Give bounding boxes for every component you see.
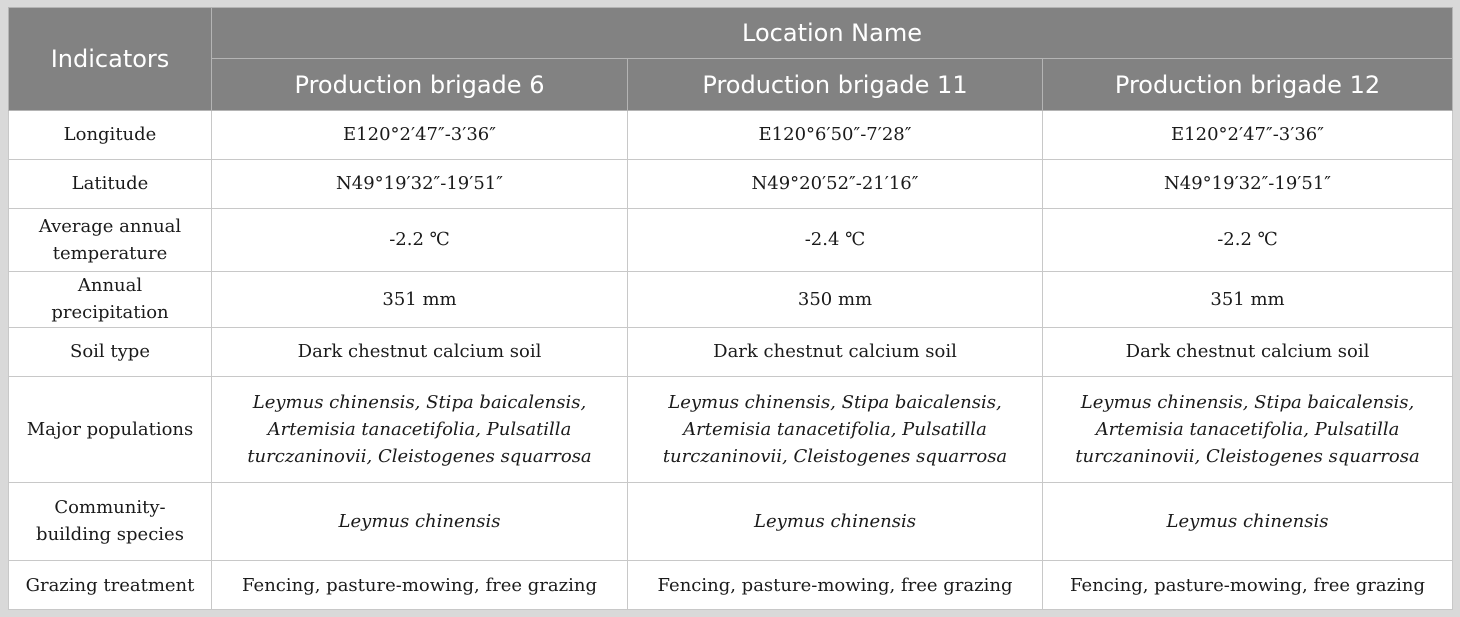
value-cell: N49°20′52″-21′16″ <box>628 159 1043 208</box>
location-name-header: Location Name <box>212 8 1453 59</box>
value-cell: Fencing, pasture-mowing, free grazing <box>628 561 1043 610</box>
value-cell: Dark chestnut calcium soil <box>1043 327 1453 376</box>
value-cell: E120°2′47″-3′36″ <box>1043 111 1453 160</box>
location-header-brigade-6: Production brigade 6 <box>212 59 628 111</box>
table-row <box>9 376 1453 482</box>
site-characteristics-table <box>8 7 1453 610</box>
value-cell: -2.4 ℃ <box>628 208 1043 271</box>
header-row-1 <box>9 8 1453 59</box>
indicator-cell: Major populations <box>9 376 212 482</box>
value-cell: Leymus chinensis, Stipa baicalensis, Artemisia tanacetifolia, Pulsatilla turczaninovii, Cleistogenes squarrosa <box>628 376 1043 482</box>
value-cell: Leymus chinensis <box>212 482 628 560</box>
value-cell: Dark chestnut calcium soil <box>628 327 1043 376</box>
table-row <box>9 482 1453 560</box>
indicator-cell: Latitude <box>9 159 212 208</box>
table-row <box>9 208 1453 271</box>
table-row <box>9 561 1453 610</box>
value-cell: Dark chestnut calcium soil <box>212 327 628 376</box>
indicator-cell: Longitude <box>9 111 212 160</box>
value-cell: Leymus chinensis <box>1043 482 1453 560</box>
value-cell: 350 mm <box>628 271 1043 327</box>
value-cell: E120°2′47″-3′36″ <box>212 111 628 160</box>
indicators-header: Indicators <box>9 8 212 111</box>
header-row-2 <box>9 59 1453 111</box>
table-row <box>9 327 1453 376</box>
value-cell: 351 mm <box>1043 271 1453 327</box>
value-cell: Fencing, pasture-mowing, free grazing <box>212 561 628 610</box>
table-row <box>9 111 1453 160</box>
indicator-cell: Grazing treatment <box>9 561 212 610</box>
location-header-brigade-11: Production brigade 11 <box>628 59 1043 111</box>
value-cell: N49°19′32″-19′51″ <box>1043 159 1453 208</box>
table-row <box>9 271 1453 327</box>
value-cell: N49°19′32″-19′51″ <box>212 159 628 208</box>
value-cell: Fencing, pasture-mowing, free grazing <box>1043 561 1453 610</box>
indicator-cell: Community-building species <box>9 482 212 560</box>
value-cell: Leymus chinensis, Stipa baicalensis, Artemisia tanacetifolia, Pulsatilla turczaninovii, Cleistogenes squarrosa <box>1043 376 1453 482</box>
table-row <box>9 159 1453 208</box>
location-header-brigade-12: Production brigade 12 <box>1043 59 1453 111</box>
value-cell: Leymus chinensis <box>628 482 1043 560</box>
value-cell: Leymus chinensis, Stipa baicalensis, Artemisia tanacetifolia, Pulsatilla turczaninovii, Cleistogenes squarrosa <box>212 376 628 482</box>
indicator-cell: Average annual temperature <box>9 208 212 271</box>
value-cell: E120°6′50″-7′28″ <box>628 111 1043 160</box>
indicator-cell: Soil type <box>9 327 212 376</box>
value-cell: 351 mm <box>212 271 628 327</box>
indicator-cell: Annual precipitation <box>9 271 212 327</box>
value-cell: -2.2 ℃ <box>1043 208 1453 271</box>
value-cell: -2.2 ℃ <box>212 208 628 271</box>
